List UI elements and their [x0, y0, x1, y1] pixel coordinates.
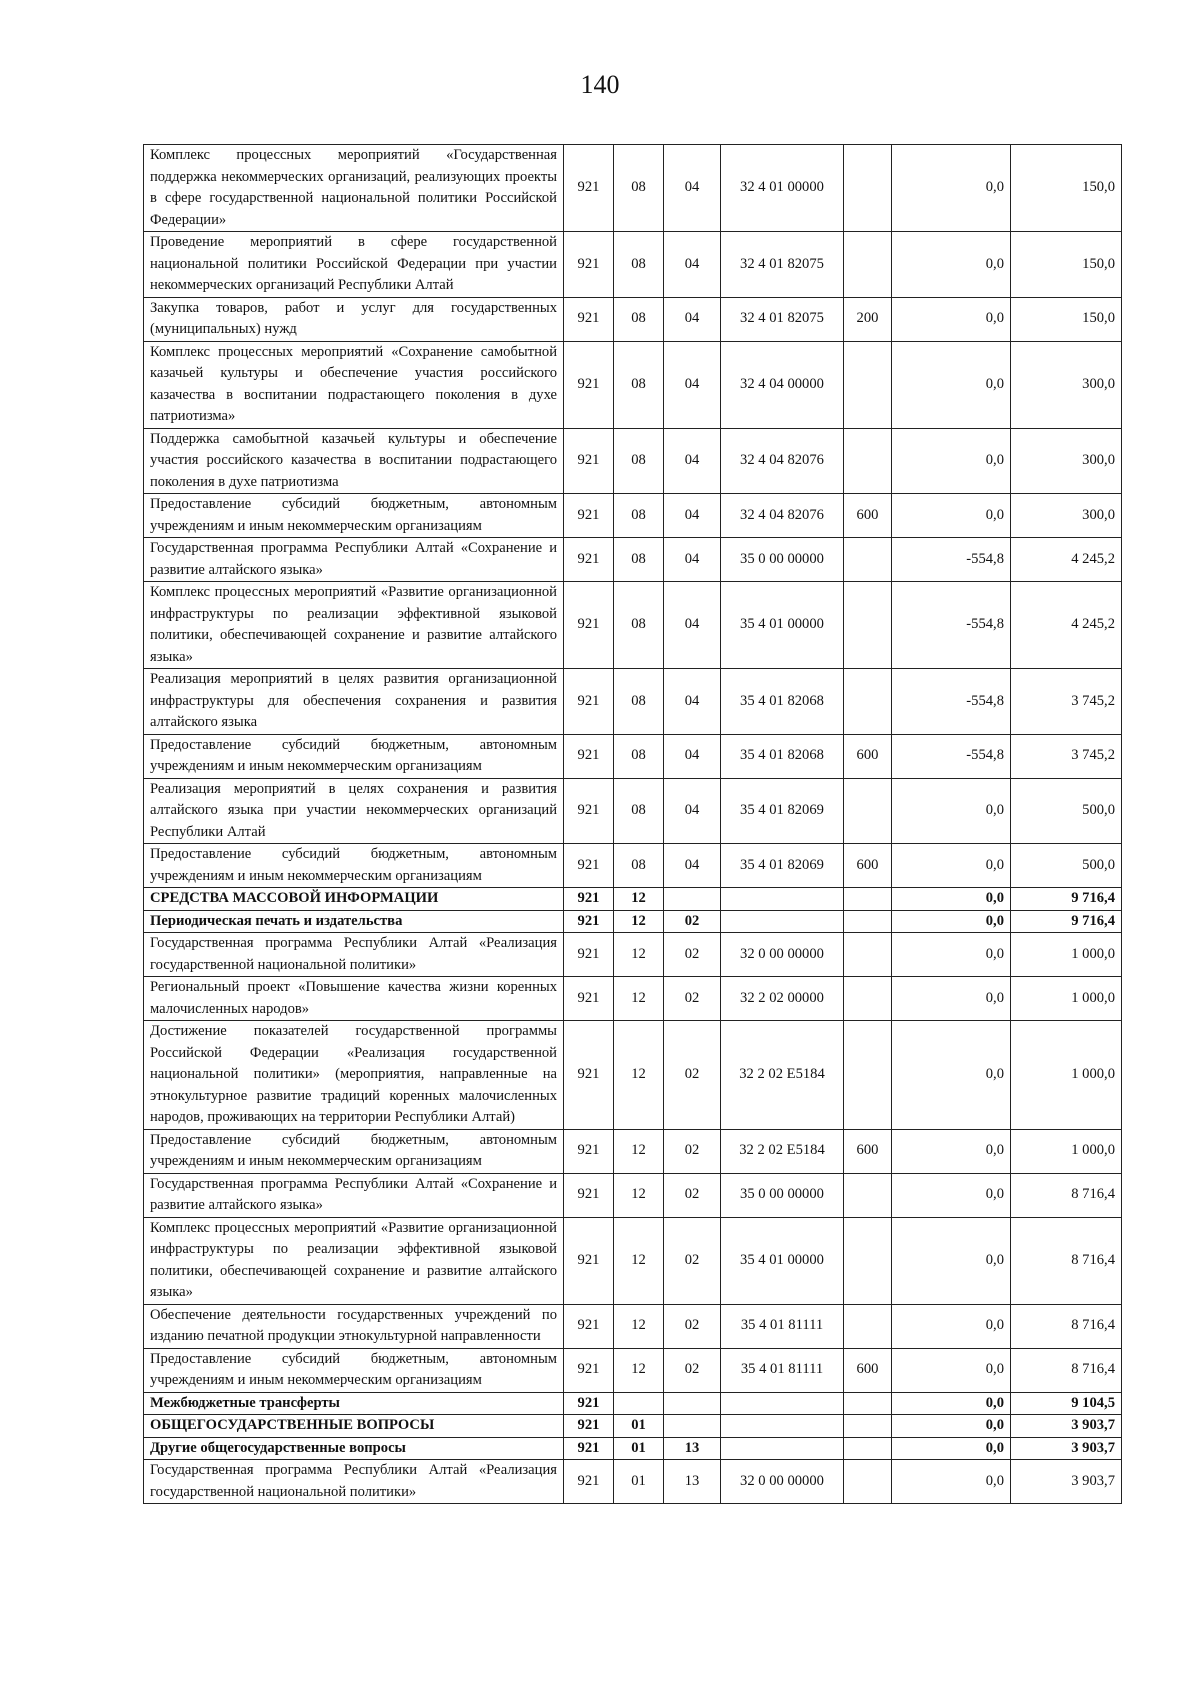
row-rz-cell: 08 [614, 232, 664, 298]
row-total-cell: 300,0 [1011, 494, 1122, 538]
row-pr-cell: 02 [664, 1304, 721, 1348]
row-vr-cell [844, 428, 892, 494]
row-csr-cell: 32 0 00 00000 [721, 933, 844, 977]
row-rz-cell: 12 [614, 1021, 664, 1130]
row-change-cell: -554,8 [892, 734, 1011, 778]
row-rz-cell: 12 [614, 1217, 664, 1304]
row-vr-cell [844, 910, 892, 933]
row-gr-cell: 921 [564, 494, 614, 538]
row-change-cell: 0,0 [892, 145, 1011, 232]
row-name-cell: ОБЩЕГОСУДАРСТВЕННЫЕ ВОПРОСЫ [144, 1415, 564, 1438]
row-pr-cell: 02 [664, 977, 721, 1021]
row-rz-cell: 12 [614, 977, 664, 1021]
row-csr-cell: 32 4 04 82076 [721, 428, 844, 494]
row-pr-cell [664, 1415, 721, 1438]
row-vr-cell [844, 341, 892, 428]
row-pr-cell: 04 [664, 297, 721, 341]
row-change-cell: 0,0 [892, 1415, 1011, 1438]
row-gr-cell: 921 [564, 1415, 614, 1438]
row-csr-cell: 32 2 02 00000 [721, 977, 844, 1021]
row-change-cell: 0,0 [892, 1021, 1011, 1130]
row-pr-cell: 02 [664, 1021, 721, 1130]
page-number: 140 [580, 70, 620, 99]
row-change-cell: 0,0 [892, 1173, 1011, 1217]
row-gr-cell: 921 [564, 1217, 614, 1304]
row-csr-cell [721, 888, 844, 911]
row-change-cell: 0,0 [892, 297, 1011, 341]
row-name-cell: Другие общегосударственные вопросы [144, 1437, 564, 1460]
row-csr-cell: 32 4 01 00000 [721, 145, 844, 232]
row-pr-cell [664, 888, 721, 911]
row-vr-cell [844, 888, 892, 911]
row-vr-cell [844, 582, 892, 669]
row-change-cell: 0,0 [892, 977, 1011, 1021]
row-gr-cell: 921 [564, 844, 614, 888]
row-vr-cell: 600 [844, 844, 892, 888]
row-total-cell: 1 000,0 [1011, 933, 1122, 977]
row-gr-cell: 921 [564, 1460, 614, 1504]
row-vr-cell [844, 669, 892, 735]
row-total-cell: 3 745,2 [1011, 669, 1122, 735]
row-name-cell: Государственная программа Республики Алтай «Реализация государственной национальной политики» [144, 933, 564, 977]
row-gr-cell: 921 [564, 977, 614, 1021]
row-change-cell: 0,0 [892, 910, 1011, 933]
row-vr-cell: 600 [844, 734, 892, 778]
row-vr-cell [844, 1304, 892, 1348]
row-name-cell: Предоставление субсидий бюджетным, автономным учреждениям и иным некоммерческим организациям [144, 734, 564, 778]
table-row [144, 910, 1122, 933]
row-name-cell: Поддержка самобытной казачьей культуры и обеспечение участия российского казачества в воспитании подрастающего поколения в духе патриотизма [144, 428, 564, 494]
row-rz-cell: 12 [614, 910, 664, 933]
row-rz-cell: 08 [614, 494, 664, 538]
row-gr-cell: 921 [564, 297, 614, 341]
row-csr-cell: 35 4 01 82069 [721, 778, 844, 844]
row-rz-cell: 08 [614, 734, 664, 778]
row-rz-cell: 12 [614, 888, 664, 911]
row-pr-cell: 04 [664, 778, 721, 844]
table-row [144, 297, 1122, 341]
row-name-cell: Комплекс процессных мероприятий «Сохранение самобытной казачьей культуры и обеспечение участия российского казачества в воспитании подрастающего поколения в духе патриотизма» [144, 341, 564, 428]
row-vr-cell [844, 1021, 892, 1130]
row-csr-cell: 35 4 01 00000 [721, 582, 844, 669]
table-row [144, 1217, 1122, 1304]
row-csr-cell: 32 2 02 E5184 [721, 1021, 844, 1130]
table-row [144, 1348, 1122, 1392]
row-name-cell: Предоставление субсидий бюджетным, автономным учреждениям и иным некоммерческим организациям [144, 1129, 564, 1173]
row-gr-cell: 921 [564, 1392, 614, 1415]
table-row [144, 1460, 1122, 1504]
table-row [144, 1021, 1122, 1130]
row-pr-cell: 04 [664, 145, 721, 232]
row-gr-cell: 921 [564, 1304, 614, 1348]
row-gr-cell: 921 [564, 1437, 614, 1460]
row-rz-cell [614, 1392, 664, 1415]
row-rz-cell: 08 [614, 778, 664, 844]
row-csr-cell: 35 0 00 00000 [721, 538, 844, 582]
row-vr-cell [844, 1392, 892, 1415]
row-name-cell: Проведение мероприятий в сфере государственной национальной политики Российской Федерации при участии некоммерческих организаций Республики Алтай [144, 232, 564, 298]
row-change-cell: -554,8 [892, 669, 1011, 735]
row-total-cell: 3 745,2 [1011, 734, 1122, 778]
row-gr-cell: 921 [564, 933, 614, 977]
row-rz-cell: 08 [614, 538, 664, 582]
row-csr-cell: 32 0 00 00000 [721, 1460, 844, 1504]
row-csr-cell: 35 4 01 82068 [721, 669, 844, 735]
table-row [144, 341, 1122, 428]
row-total-cell: 8 716,4 [1011, 1173, 1122, 1217]
row-rz-cell: 12 [614, 1173, 664, 1217]
row-rz-cell: 12 [614, 1304, 664, 1348]
table-row [144, 1304, 1122, 1348]
row-name-cell: Предоставление субсидий бюджетным, автономным учреждениям и иным некоммерческим организациям [144, 1348, 564, 1392]
table-row [144, 145, 1122, 232]
row-name-cell: Обеспечение деятельности государственных учреждений по изданию печатной продукции этнокультурной направленности [144, 1304, 564, 1348]
row-change-cell: 0,0 [892, 778, 1011, 844]
table-row [144, 494, 1122, 538]
row-name-cell: Межбюджетные трансферты [144, 1392, 564, 1415]
row-total-cell: 9 716,4 [1011, 888, 1122, 911]
row-csr-cell: 32 4 01 82075 [721, 297, 844, 341]
row-rz-cell: 01 [614, 1415, 664, 1438]
row-vr-cell [844, 538, 892, 582]
row-name-cell: Предоставление субсидий бюджетным, автономным учреждениям и иным некоммерческим организациям [144, 844, 564, 888]
row-vr-cell [844, 1217, 892, 1304]
row-vr-cell [844, 145, 892, 232]
table-row [144, 582, 1122, 669]
row-rz-cell: 12 [614, 1348, 664, 1392]
row-gr-cell: 921 [564, 778, 614, 844]
row-vr-cell: 600 [844, 494, 892, 538]
row-pr-cell: 04 [664, 538, 721, 582]
row-name-cell: Предоставление субсидий бюджетным, автономным учреждениям и иным некоммерческим организациям [144, 494, 564, 538]
row-total-cell: 1 000,0 [1011, 1129, 1122, 1173]
row-gr-cell: 921 [564, 1021, 614, 1130]
row-vr-cell [844, 1437, 892, 1460]
row-vr-cell [844, 778, 892, 844]
table-row [144, 1437, 1122, 1460]
row-gr-cell: 921 [564, 1348, 614, 1392]
row-total-cell: 4 245,2 [1011, 538, 1122, 582]
row-change-cell: 0,0 [892, 1217, 1011, 1304]
row-csr-cell: 35 0 00 00000 [721, 1173, 844, 1217]
row-rz-cell: 12 [614, 933, 664, 977]
row-rz-cell: 08 [614, 297, 664, 341]
row-gr-cell: 921 [564, 538, 614, 582]
row-total-cell: 300,0 [1011, 428, 1122, 494]
row-total-cell: 8 716,4 [1011, 1217, 1122, 1304]
table-row [144, 977, 1122, 1021]
row-total-cell: 4 245,2 [1011, 582, 1122, 669]
table-row [144, 1415, 1122, 1438]
row-name-cell: Реализация мероприятий в целях сохранения и развития алтайского языка при участии некоммерческих организаций Республики Алтай [144, 778, 564, 844]
table-row [144, 1392, 1122, 1415]
row-total-cell: 8 716,4 [1011, 1348, 1122, 1392]
row-name-cell: Комплекс процессных мероприятий «Государственная поддержка некоммерческих организаций, реализующих проекты в сфере государственной национальной политики Российской Федерации» [144, 145, 564, 232]
row-csr-cell: 32 4 04 00000 [721, 341, 844, 428]
row-rz-cell: 08 [614, 669, 664, 735]
row-total-cell: 9 716,4 [1011, 910, 1122, 933]
row-total-cell: 8 716,4 [1011, 1304, 1122, 1348]
row-gr-cell: 921 [564, 910, 614, 933]
table-row [144, 933, 1122, 977]
row-rz-cell: 08 [614, 844, 664, 888]
row-csr-cell: 35 4 01 82069 [721, 844, 844, 888]
row-gr-cell: 921 [564, 734, 614, 778]
row-csr-cell: 35 4 01 00000 [721, 1217, 844, 1304]
row-csr-cell [721, 910, 844, 933]
row-csr-cell: 35 4 01 81111 [721, 1304, 844, 1348]
row-name-cell: Закупка товаров, работ и услуг для государственных (муниципальных) нужд [144, 297, 564, 341]
row-gr-cell: 921 [564, 145, 614, 232]
row-vr-cell: 200 [844, 297, 892, 341]
row-change-cell: 0,0 [892, 1437, 1011, 1460]
row-total-cell: 1 000,0 [1011, 1021, 1122, 1130]
row-name-cell: Периодическая печать и издательства [144, 910, 564, 933]
row-pr-cell: 04 [664, 232, 721, 298]
row-pr-cell: 04 [664, 428, 721, 494]
row-rz-cell: 08 [614, 341, 664, 428]
row-pr-cell: 02 [664, 1348, 721, 1392]
row-total-cell: 3 903,7 [1011, 1415, 1122, 1438]
row-rz-cell: 08 [614, 145, 664, 232]
row-change-cell: 0,0 [892, 494, 1011, 538]
table-row [144, 844, 1122, 888]
row-pr-cell: 04 [664, 844, 721, 888]
row-total-cell: 500,0 [1011, 844, 1122, 888]
row-total-cell: 150,0 [1011, 145, 1122, 232]
row-total-cell: 300,0 [1011, 341, 1122, 428]
row-change-cell: 0,0 [892, 1348, 1011, 1392]
row-change-cell: 0,0 [892, 1304, 1011, 1348]
row-pr-cell: 04 [664, 341, 721, 428]
row-vr-cell [844, 933, 892, 977]
table-row [144, 1173, 1122, 1217]
row-total-cell: 3 903,7 [1011, 1460, 1122, 1504]
row-change-cell: 0,0 [892, 428, 1011, 494]
row-total-cell: 150,0 [1011, 232, 1122, 298]
row-csr-cell: 32 2 02 E5184 [721, 1129, 844, 1173]
row-vr-cell [844, 1460, 892, 1504]
row-pr-cell: 13 [664, 1437, 721, 1460]
row-csr-cell: 35 4 01 81111 [721, 1348, 844, 1392]
row-vr-cell [844, 232, 892, 298]
row-pr-cell: 02 [664, 1129, 721, 1173]
table-row [144, 669, 1122, 735]
row-pr-cell: 02 [664, 910, 721, 933]
table-row [144, 778, 1122, 844]
row-rz-cell: 08 [614, 582, 664, 669]
row-name-cell: Государственная программа Республики Алтай «Реализация государственной национальной политики» [144, 1460, 564, 1504]
row-name-cell: Региональный проект «Повышение качества жизни коренных малочисленных народов» [144, 977, 564, 1021]
row-change-cell: 0,0 [892, 1129, 1011, 1173]
row-vr-cell [844, 1173, 892, 1217]
row-pr-cell: 02 [664, 1173, 721, 1217]
table-row [144, 538, 1122, 582]
row-gr-cell: 921 [564, 1173, 614, 1217]
row-pr-cell: 04 [664, 582, 721, 669]
row-vr-cell [844, 977, 892, 1021]
table-row [144, 734, 1122, 778]
row-rz-cell: 01 [614, 1460, 664, 1504]
row-total-cell: 150,0 [1011, 297, 1122, 341]
row-gr-cell: 921 [564, 582, 614, 669]
row-vr-cell: 600 [844, 1348, 892, 1392]
row-csr-cell: 35 4 01 82068 [721, 734, 844, 778]
row-pr-cell: 13 [664, 1460, 721, 1504]
row-gr-cell: 921 [564, 232, 614, 298]
table-row [144, 1129, 1122, 1173]
row-pr-cell: 04 [664, 734, 721, 778]
row-rz-cell: 12 [614, 1129, 664, 1173]
row-change-cell: -554,8 [892, 538, 1011, 582]
row-pr-cell [664, 1392, 721, 1415]
row-change-cell: -554,8 [892, 582, 1011, 669]
row-pr-cell: 04 [664, 494, 721, 538]
row-csr-cell: 32 4 01 82075 [721, 232, 844, 298]
row-csr-cell [721, 1392, 844, 1415]
row-name-cell: СРЕДСТВА МАССОВОЙ ИНФОРМАЦИИ [144, 888, 564, 911]
row-gr-cell: 921 [564, 669, 614, 735]
row-vr-cell [844, 1415, 892, 1438]
row-name-cell: Государственная программа Республики Алтай «Сохранение и развитие алтайского языка» [144, 1173, 564, 1217]
row-total-cell: 9 104,5 [1011, 1392, 1122, 1415]
table-row [144, 888, 1122, 911]
row-gr-cell: 921 [564, 1129, 614, 1173]
row-change-cell: 0,0 [892, 933, 1011, 977]
row-name-cell: Государственная программа Республики Алтай «Сохранение и развитие алтайского языка» [144, 538, 564, 582]
row-pr-cell: 02 [664, 933, 721, 977]
row-name-cell: Достижение показателей государственной программы Российской Федерации «Реализация государственной национальной политики» (мероприятия, направленные на этнокультурное развитие традиций коренных малочисленных народов, проживающих на территории Республики Алтай) [144, 1021, 564, 1130]
row-gr-cell: 921 [564, 341, 614, 428]
row-csr-cell [721, 1437, 844, 1460]
table-body [144, 145, 1122, 1504]
row-pr-cell: 04 [664, 669, 721, 735]
row-total-cell: 500,0 [1011, 778, 1122, 844]
row-rz-cell: 08 [614, 428, 664, 494]
row-vr-cell: 600 [844, 1129, 892, 1173]
budget-table [143, 144, 1122, 1504]
row-change-cell: 0,0 [892, 341, 1011, 428]
row-csr-cell: 32 4 04 82076 [721, 494, 844, 538]
row-total-cell: 3 903,7 [1011, 1437, 1122, 1460]
row-pr-cell: 02 [664, 1217, 721, 1304]
row-change-cell: 0,0 [892, 1392, 1011, 1415]
row-change-cell: 0,0 [892, 844, 1011, 888]
table-row [144, 428, 1122, 494]
row-name-cell: Комплекс процессных мероприятий «Развитие организационной инфраструктуры по реализации эффективной языковой политики, обеспечивающей сохранение и развитие алтайского языка» [144, 582, 564, 669]
row-name-cell: Реализация мероприятий в целях развития организационной инфраструктуры для обеспечения сохранения и развития алтайского языка [144, 669, 564, 735]
row-rz-cell: 01 [614, 1437, 664, 1460]
row-gr-cell: 921 [564, 888, 614, 911]
row-total-cell: 1 000,0 [1011, 977, 1122, 1021]
row-name-cell: Комплекс процессных мероприятий «Развитие организационной инфраструктуры по реализации эффективной языковой политики, обеспечивающей сохранение и развитие алтайского языка» [144, 1217, 564, 1304]
row-change-cell: 0,0 [892, 232, 1011, 298]
row-csr-cell [721, 1415, 844, 1438]
row-change-cell: 0,0 [892, 1460, 1011, 1504]
row-change-cell: 0,0 [892, 888, 1011, 911]
table-row [144, 232, 1122, 298]
row-gr-cell: 921 [564, 428, 614, 494]
